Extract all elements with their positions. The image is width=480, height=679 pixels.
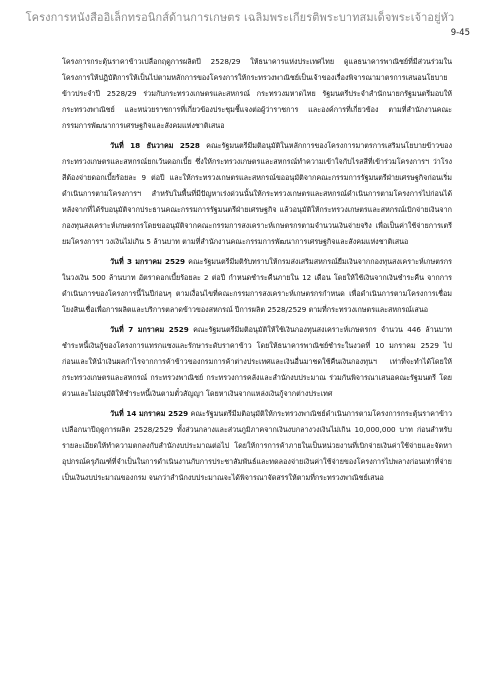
running-header: โครงการหนังสืออิเล็กทรอนิกส์ด้านการเกษตร เฉลิมพระเกียรติพระบาทสมเด็จพระเจ้าอยู่หัว: [25, 11, 455, 24]
paragraph-text: โครงการกระตุ้นราคาข้าวเปลือกฤดูการผลิตปี 2528/29 ให้ธนาคารแห่งประเทศไทย ดูแลธนาคารพาณิชย์ที่มีส่วนร่วมในโครงการให้ปฏิบัติการให้เป็นไปตามหลักการของโครงการให้กระทรวงพาณิชย์เป็นเจ้าของเรื่องพิจารณามาตรการเสนอนโยบายข้าวประจำปี 2528/29 ร่วมกับกระทรวงเกษตรและสหกรณ์ กระทรวงมหาดไทย รัฐมนตรีประจำสำนักนายกรัฐมนตรีมอบให้กระทรวงพาณิชย์ และหน่วยราชการที่เกี่ยวข้องประชุมชี้แจงต่อผู้ว่าราชการ และองค์การที่เกี่ยวข้อง ตามที่สำนักงานคณะกรรมการพัฒนาการเศรษฐกิจและสังคมแห่งชาติเสนอ: [62, 57, 452, 130]
paragraph-date: วันที่ 18 ธันวาคม 2528: [110, 141, 200, 150]
document-body: [62, 54, 452, 490]
paragraph-date: วันที่ 3 มกราคม 2529: [110, 257, 186, 266]
paragraph-text: คณะรัฐมนตรีมีมติอนุมัติให้ใช้เงินกองทุนสงเคราะห์เกษตรกร จำนวน 446 ล้านบาท ชำระหนี้เงินกู้ของโครงการแทรกแซงและรักษาระดับราคาข้าว โดยให้ธนาคารพาณิชย์ชำระในงวดที่ 10 มกราคม 2529 ไปก่อนและให้นำเงินผลกำไรจากการค้าข้าวของกรมการค้าต่างประเทศและเงินอื่นมาชดใช้คืนเงินกองทุนฯ เท่าที่จะทำได้โดยให้กระทรวงเกษตรและสหกรณ์ กระทรวงพาณิชย์ กระทรวงการคลังและสำนักงบประมาณ ร่วมกันพิจารณาเสนอคณะรัฐมนตรี โดยด่วนและไม่อนุมัติให้ชำระหนี้เงินตามตั๋วสัญญา โดยหาเงินจากแหล่งเงินกู้จากต่างประเทศ: [62, 325, 452, 398]
paragraph-text: คณะรัฐมนตรีมีมติรับทราบให้กรมส่งเสริมสหกรณ์ยืมเงินจากกองทุนสงเคราะห์เกษตรกร ในวงเงิน 500 ล้านบาท อัตราดอกเบี้ยร้อยละ 2 ต่อปี กำหนดชำระคืนภายใน 12 เดือน โดยให้ใช้เงินจากเงินชำระคืน จากการดำเนินการของโครงการนี้ในปีก่อนๆ ตามเงื่อนไขที่คณะกรรมการสงเคราะห์เกษตรกรกำหนด เพื่อดำเนินการตามโครงการเชื่อมโยงสินเชื่อเพื่อการผลิตและบริการตลาดข้าวของสหกรณ์ ปีการผลิต 2528/2529 ตามที่กระทรวงเกษตรและสหกรณ์เสนอ: [62, 257, 452, 314]
paragraph-text: คณะรัฐมนตรีมีมติอนุมัติในหลักการของโครงการมาตรการเสริมนโยบายข้าวของกระทรวงเกษตรและสหกรณ์ยกเว้นดอกเบี้ย ซึ่งให้กระทรวงเกษตรและสหกรณ์ทำความเข้าใจกับไรสสีที่เข้าร่วมโครงการฯ ว่าโรงสีต้องจ่ายดอกเบี้ยร้อยละ 9 ต่อปี และให้กระทรวงเกษตรและสหกรณ์ขออนุมัติจากคณะกรรมการรัฐมนตรีฝ่ายเศรษฐกิจก่อนเริ่มดำเนินการตามโครงการฯ สำหรับในพื้นที่มีปัญหาเร่งด่วนนั้นให้กระทรวงเกษตรและสหกรณ์ดำเนินการตามโครงการไปก่อนได้หลังจากที่ได้รับอนุมัติจากประธานคณะกรรมการรัฐมนตรีฝ่ายเศรษฐกิจ แล้วอนุมัติให้กระทรวงเกษตรและสหกรณ์เบิกจ่ายเงินจากกองทุนสงเคราะห์เกษตรกรโดยขออนุมัติจากคณะกรรมการสงเคราะห์เกษตรกรตามจำนวนเงินจ่ายจริง เพื่อเป็นค่าใช้จ่ายการเตรียมโครงการฯ วงเงินไม่เกิน 5 ล้านบาท ตามที่สำนักงานคณะกรรมการพัฒนาการเศรษฐกิจและสังคมแห่งชาติเสนอ: [62, 141, 452, 246]
paragraph-text: คณะรัฐมนตรีมีมติอนุมัติให้กระทรวงพาณิชย์ดำเนินการตามโครงการกระตุ้นราคาข้าวเปลือกนาปีฤดูการผลิต 2528/2529 ทั้งส่วนกลางและส่วนภูมิภาคจากเงินงบกลางวงเงินไม่เกิน 10,000,000 บาท ก่อนสำหรับรายละเอียดให้ทำความตกลงกับสำนักงบประมาณต่อไป โดยให้การการค้าภายในเป็นหน่วยงานที่เบิกจ่ายเงินค่าใช้จ่ายและจัดหาอุปกรณ์ครุภัณฑ์ที่จำเป็นในการดำเนินงานกับการประชาสัมพันธ์และทดลองจ่ายเงินค่าใช้จ่ายของโครงการไปพลางก่อนเท่าที่จ่ายเป็นเงินงบประมาณของกรม จนกว่าสำนักงบประมาณจะได้พิจารณาจัดสรรให้ตามที่กระทรวงพาณิชย์เสนอ: [62, 409, 452, 482]
paragraph: [62, 254, 452, 318]
paragraph: [62, 322, 452, 402]
page-number: 9-45: [450, 28, 470, 38]
paragraph: [62, 138, 452, 250]
paragraph-date: วันที่ 14 มกราคม 2529: [110, 409, 189, 418]
paragraph-date: วันที่ 7 มกราคม 2529: [110, 325, 189, 334]
paragraph: [62, 406, 452, 486]
paragraph: [62, 54, 452, 134]
